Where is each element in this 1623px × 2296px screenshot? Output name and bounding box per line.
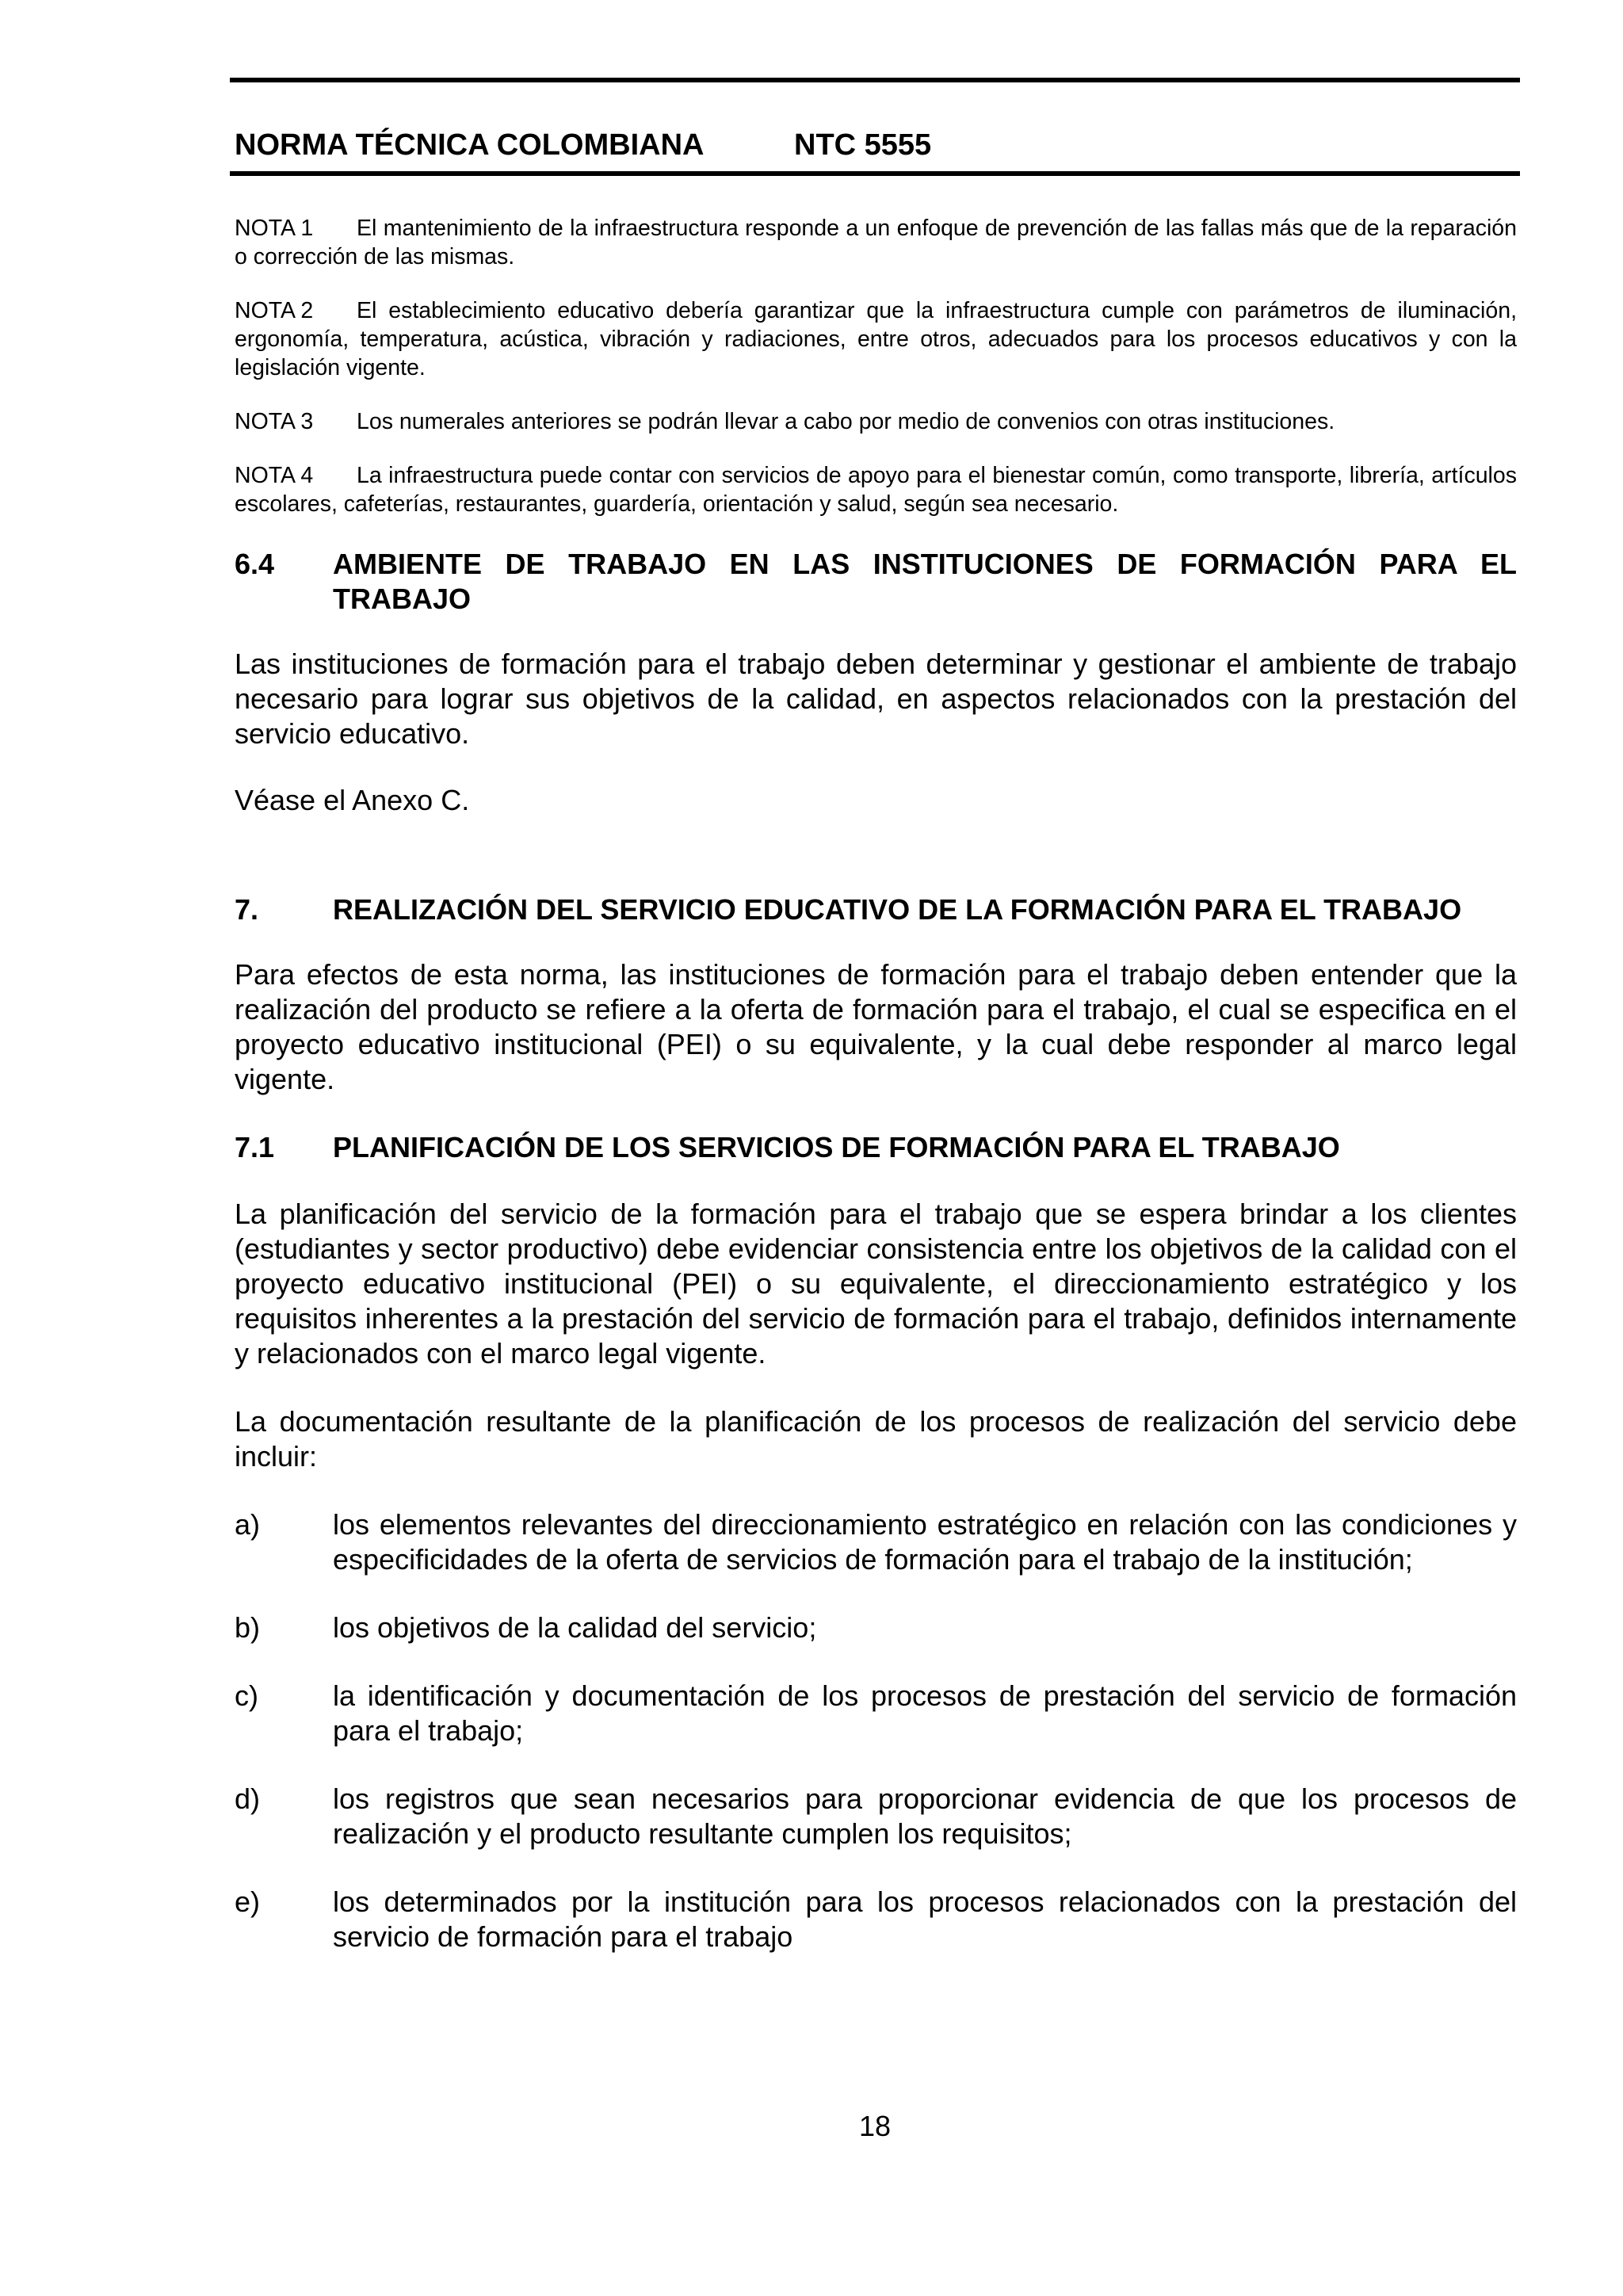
section-number: 7.1 bbox=[235, 1131, 275, 1163]
list-marker: b) bbox=[235, 1611, 261, 1644]
page-header bbox=[230, 78, 1520, 176]
section-7-1-paragraph: La planificación del servicio de la formación para el trabajo que se espera brindar a los clientes (estudiantes y sector productivo) debe evidenciar consistencia entre los objetivos de la calidad con el proyecto educativo institucional (PEI) o su equivalente, el direccionamiento estratégico y los requisitos inherentes a la prestación del servicio de formación para el trabajo, definidos internamente y relacionados con el marco legal vigente. bbox=[235, 1198, 1517, 1370]
section-title: REALIZACIÓN DEL SERVICIO EDUCATIVO DE LA FORMACIÓN PARA EL TRABAJO bbox=[333, 893, 1462, 926]
list-item bbox=[235, 1885, 1517, 1954]
note-2 bbox=[235, 296, 1517, 382]
list-marker: e) bbox=[235, 1885, 261, 1918]
section-7-1-heading bbox=[235, 1130, 1517, 1165]
section-6-4-annex-reference: Véase el Anexo C. bbox=[235, 784, 470, 816]
section-title: PLANIFICACIÓN DE LOS SERVICIOS DE FORMACIÓN PARA EL TRABAJO bbox=[333, 1131, 1340, 1163]
section-7-heading bbox=[235, 892, 1517, 927]
list-text: la identificación y documentación de los procesos de prestación del servicio de formación para el trabajo; bbox=[333, 1679, 1517, 1747]
section-title: AMBIENTE DE TRABAJO EN LAS INSTITUCIONES DE FORMACIÓN PARA EL TRABAJO bbox=[333, 548, 1517, 615]
list-item bbox=[235, 1507, 1517, 1577]
list-item bbox=[235, 1782, 1517, 1851]
section-7-1-list-intro: La documentación resultante de la planificación de los procesos de realización del servicio debe incluir: bbox=[235, 1405, 1517, 1473]
note-label: NOTA 4 bbox=[235, 463, 314, 488]
list-text: los elementos relevantes del direccionamiento estratégico en relación con las condiciones y especificidades de la oferta de servicios de formación para el trabajo de la institución; bbox=[333, 1508, 1517, 1576]
note-label: NOTA 3 bbox=[235, 409, 314, 434]
list-marker: d) bbox=[235, 1782, 261, 1815]
section-6-4-paragraph: Las instituciones de formación para el trabajo deben determinar y gestionar el ambiente de trabajo necesario para lograr sus objetivos de la calidad, en aspectos relacionados con la prestación del servicio educativo. bbox=[235, 648, 1517, 750]
page-content bbox=[235, 214, 1517, 1954]
section-7-paragraph: Para efectos de esta norma, las instituciones de formación para el trabajo deben entender que la realización del producto se refiere a la oferta de formación para el trabajo, el cual se especifica en el proyecto educativo institucional (PEI) o su equivalente, y la cual debe responder al marco legal vigente. bbox=[235, 958, 1517, 1095]
note-text: El mantenimiento de la infraestructura responde a un enfoque de prevención de las fallas más que de la reparación o corrección de las mismas. bbox=[235, 216, 1517, 269]
note-label: NOTA 2 bbox=[235, 298, 314, 323]
note-text: Los numerales anteriores se podrán llevar a cabo por medio de convenios con otras instituciones. bbox=[357, 409, 1335, 434]
header-standard-code: NTC 5555 bbox=[794, 128, 932, 162]
note-3 bbox=[235, 407, 1517, 436]
list-item bbox=[235, 1679, 1517, 1748]
section-number: 6.4 bbox=[235, 548, 275, 580]
list-item bbox=[235, 1610, 1517, 1645]
note-text: La infraestructura puede contar con servicios de apoyo para el bienestar común, como transporte, librería, artículos escolares, cafeterías, restaurantes, guardería, orientación y salud, según sea necesario. bbox=[235, 463, 1517, 517]
section-6-4-heading bbox=[235, 547, 1517, 617]
note-4 bbox=[235, 461, 1517, 518]
note-text: El establecimiento educativo debería garantizar que la infraestructura cumple con parámetros de iluminación, ergonomía, temperatura, acústica, vibración y radiaciones, entre otros, adecuados para los procesos educativos y con la legislación vigente. bbox=[235, 298, 1517, 380]
list-marker: a) bbox=[235, 1508, 261, 1541]
list-text: los objetivos de la calidad del servicio; bbox=[333, 1611, 817, 1644]
list-text: los registros que sean necesarios para proporcionar evidencia de que los procesos de realización y el producto resultante cumplen los requisitos; bbox=[333, 1782, 1517, 1850]
list-marker: c) bbox=[235, 1679, 258, 1712]
list-text: los determinados por la institución para los procesos relacionados con la prestación del servicio de formación para el trabajo bbox=[333, 1885, 1517, 1953]
note-label: NOTA 1 bbox=[235, 216, 314, 241]
page-number: 18 bbox=[858, 2110, 892, 2142]
header-title: NORMA TÉCNICA COLOMBIANA bbox=[235, 128, 705, 162]
section-number: 7. bbox=[235, 893, 259, 926]
note-1 bbox=[235, 214, 1517, 271]
